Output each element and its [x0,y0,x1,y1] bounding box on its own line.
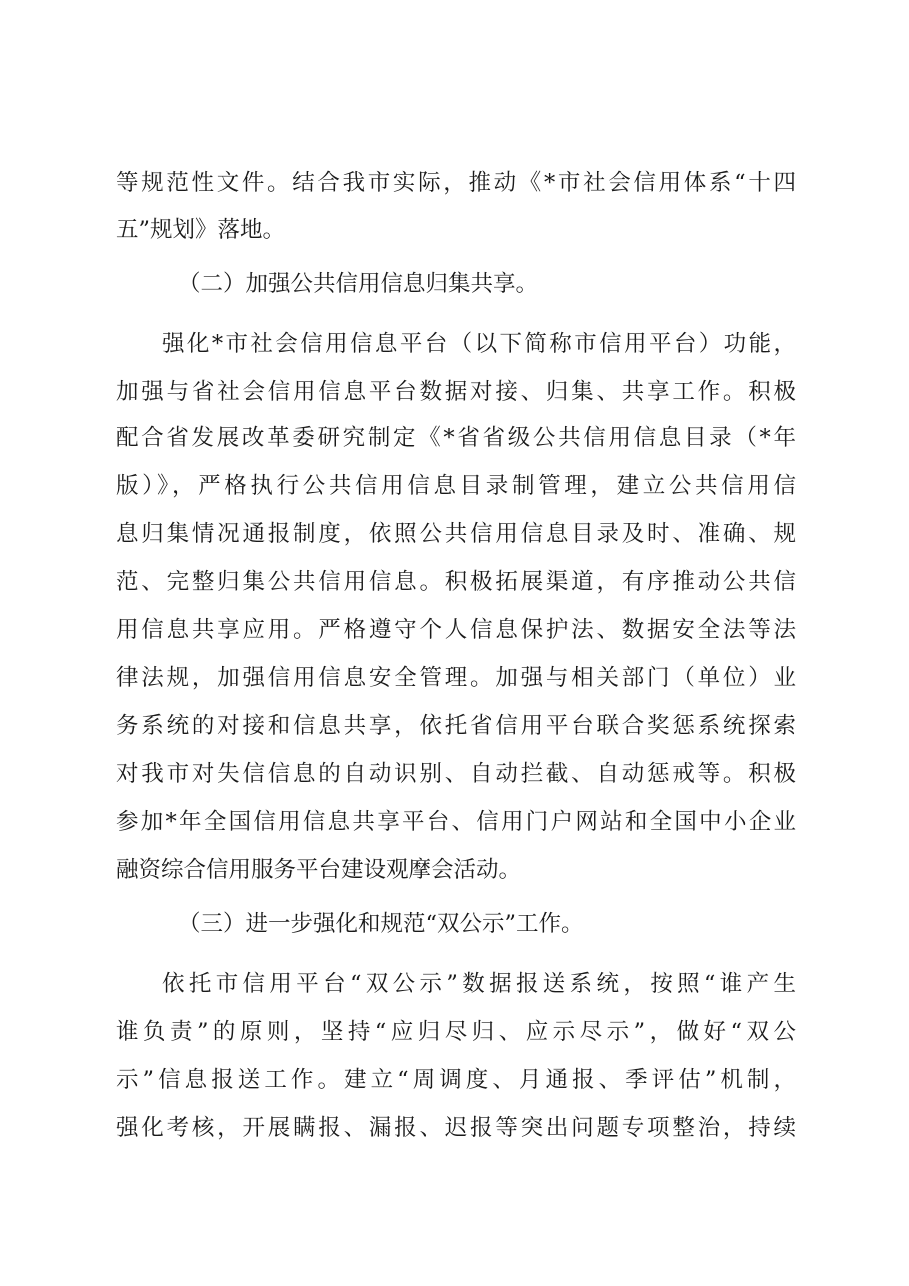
text-line [0,562,909,602]
text-line [0,754,909,794]
text-line [0,1012,909,1052]
text-line [0,850,909,890]
line-text: 五”规划》落地。 [116,217,286,243]
text-line [0,163,909,203]
text-line [0,514,909,554]
line-text: 强化考核，开展瞒报、漏报、迟报等突出问题专项整治，持续 [116,1115,796,1141]
line-text: 版）》，严格执行公共信用信息目录制管理，建立公共信用信 [116,473,796,499]
line-text: 用信息共享应用。严格遵守个人信息保护法、数据安全法等法 [116,617,796,643]
text-line [0,802,909,842]
text-line [0,1060,909,1100]
line-text: 息归集情况通报制度，依照公共信用信息目录及时、准确、规 [116,521,796,547]
line-text: 务系统的对接和信息共享，依托省信用平台联合奖惩系统探索 [116,713,796,739]
line-text: 等规范性文件。结合我市实际，推动《*市社会信用体系“十四 [116,170,796,196]
line-text: 融资综合信用服务平台建设观摩会活动。 [116,857,522,883]
line-text: 依托市信用平台“双公示”数据报送系统，按照“谁产生 [162,971,796,997]
text-line [0,324,909,364]
line-text: 对我市对失信信息的自动识别、自动拦截、自动惩戒等。积极 [116,761,796,787]
section-heading-3 [0,904,909,944]
line-text: 加强与省社会信用信息平台数据对接、归集、共享工作。积极 [116,379,796,405]
text-line [0,610,909,650]
line-text: 强化*市社会信用信息平台（以下简称市信用平台）功能， [162,331,796,357]
text-line [0,418,909,458]
line-text: 律法规，加强信用信息安全管理。加强与相关部门（单位）业 [116,665,796,691]
text-line [0,1108,909,1148]
line-text: 配合省发展改革委研究制定《*省省级公共信用信息目录（*年 [116,425,796,451]
heading-text: （二）加强公共信用信息归集共享。 [178,271,539,297]
text-line [0,466,909,506]
text-line [0,706,909,746]
heading-text: （三）进一步强化和规范“双公示”工作。 [178,911,584,937]
line-text: 示”信息报送工作。建立“周调度、月通报、季评估”机制， [116,1067,796,1093]
text-line [0,210,909,250]
section-heading-2 [0,264,909,304]
text-line [0,964,909,1004]
text-line [0,372,909,412]
line-text: 参加*年全国信用信息共享平台、信用门户网站和全国中小企业 [116,809,796,835]
line-text: 范、完整归集公共信用信息。积极拓展渠道，有序推动公共信 [116,569,796,595]
line-text: 谁负责”的原则，坚持“应归尽归、应示尽示”，做好“双公 [116,1019,796,1045]
text-line [0,658,909,698]
